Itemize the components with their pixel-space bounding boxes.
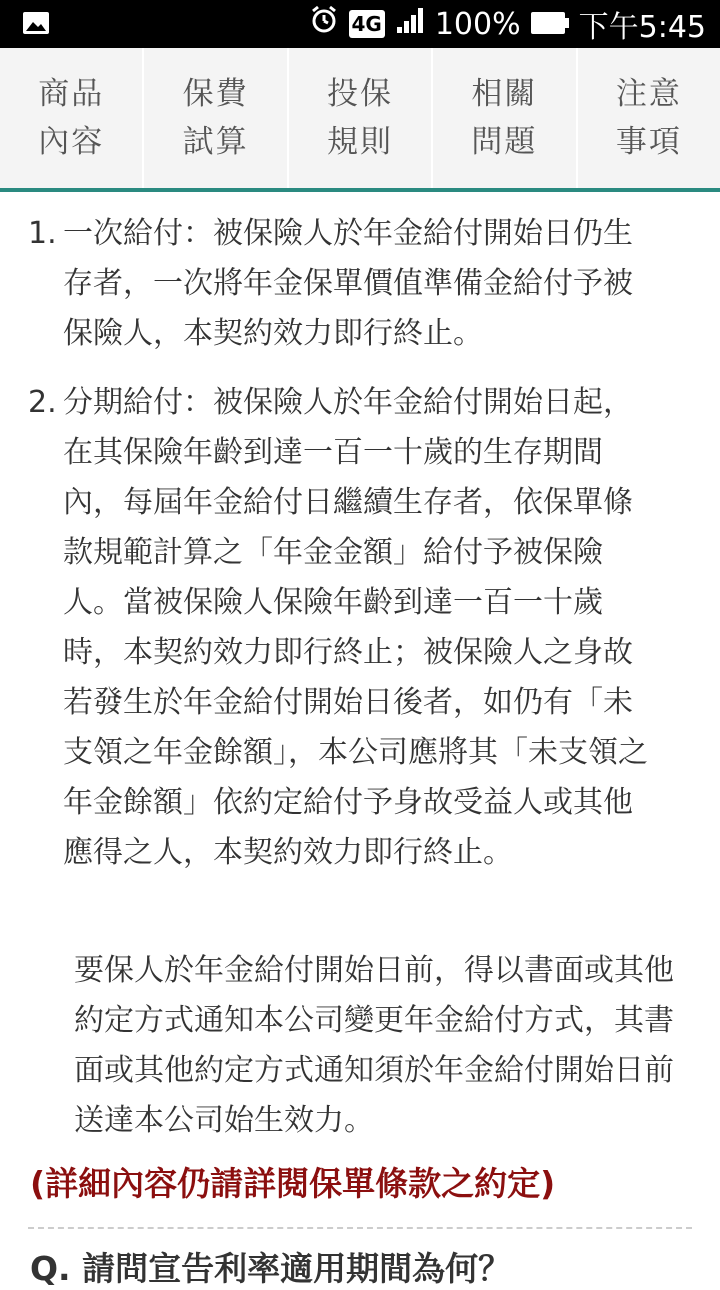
tab-premium-calculation[interactable] <box>144 48 288 188</box>
clock: 下午5:45 <box>578 10 706 45</box>
tab-label: 相關問題 <box>471 76 538 160</box>
battery-percent: 100% <box>434 6 521 42</box>
tab-label: 注意事項 <box>615 76 682 160</box>
tab-label: 投保規則 <box>327 76 394 160</box>
section-divider <box>28 1227 692 1229</box>
payment-change-note: 要保人於年金給付開始日前，得以書面或其他約定方式通知本公司變更年金給付方式，其書面或其他約定方式通知須於年金給付開始日前送達本公司始生效力。 <box>74 953 674 1138</box>
status-bar <box>0 0 720 48</box>
list-item <box>28 209 648 359</box>
alarm-icon <box>309 5 339 43</box>
image-notification-icon <box>22 11 50 35</box>
faq-question[interactable]: Q. 請問宣告利率適用期間為何？ <box>30 1249 512 1288</box>
tab-notes[interactable] <box>578 48 720 188</box>
battery-icon <box>531 7 569 42</box>
tab-label: 保費試算 <box>182 76 249 160</box>
tab-enrollment-rules[interactable] <box>289 48 433 188</box>
list-item-text: 分期給付：被保險人於年金給付開始日起，在其保險年齡到達一百一十歲的生存期間內，每屆年金給付日繼續生存者，依保單條款規範計算之「年金金額」給付予被保險人。當被保險人保險年齡到達一百一十歲時，本契約效力即行終止；被保險人之身故若發生於年金給付開始日後者，如仍有「未支領之年金餘額」，本公司應將其「未支領之年金餘額」依約定給付予身故受益人或其他應得之人，本契約效力即行終止。 <box>63 385 648 870</box>
network-type-icon: 4G <box>349 10 385 38</box>
signal-icon <box>395 5 425 43</box>
tab-bar <box>0 48 720 192</box>
tab-label: 商品內容 <box>38 76 105 160</box>
tab-product-content[interactable] <box>0 48 144 188</box>
list-item <box>28 378 648 878</box>
list-item-text: 一次給付：被保險人於年金給付開始日仍生存者，一次將年金保單價值準備金給付予被保險人，本契約效力即行終止。 <box>63 216 633 351</box>
list-item-number: 1. <box>28 216 57 251</box>
list-item-number: 2. <box>28 385 57 420</box>
tab-related-questions[interactable] <box>433 48 577 188</box>
policy-terms-warning: (詳細內容仍請詳閱保單條款之約定) <box>30 1164 556 1203</box>
